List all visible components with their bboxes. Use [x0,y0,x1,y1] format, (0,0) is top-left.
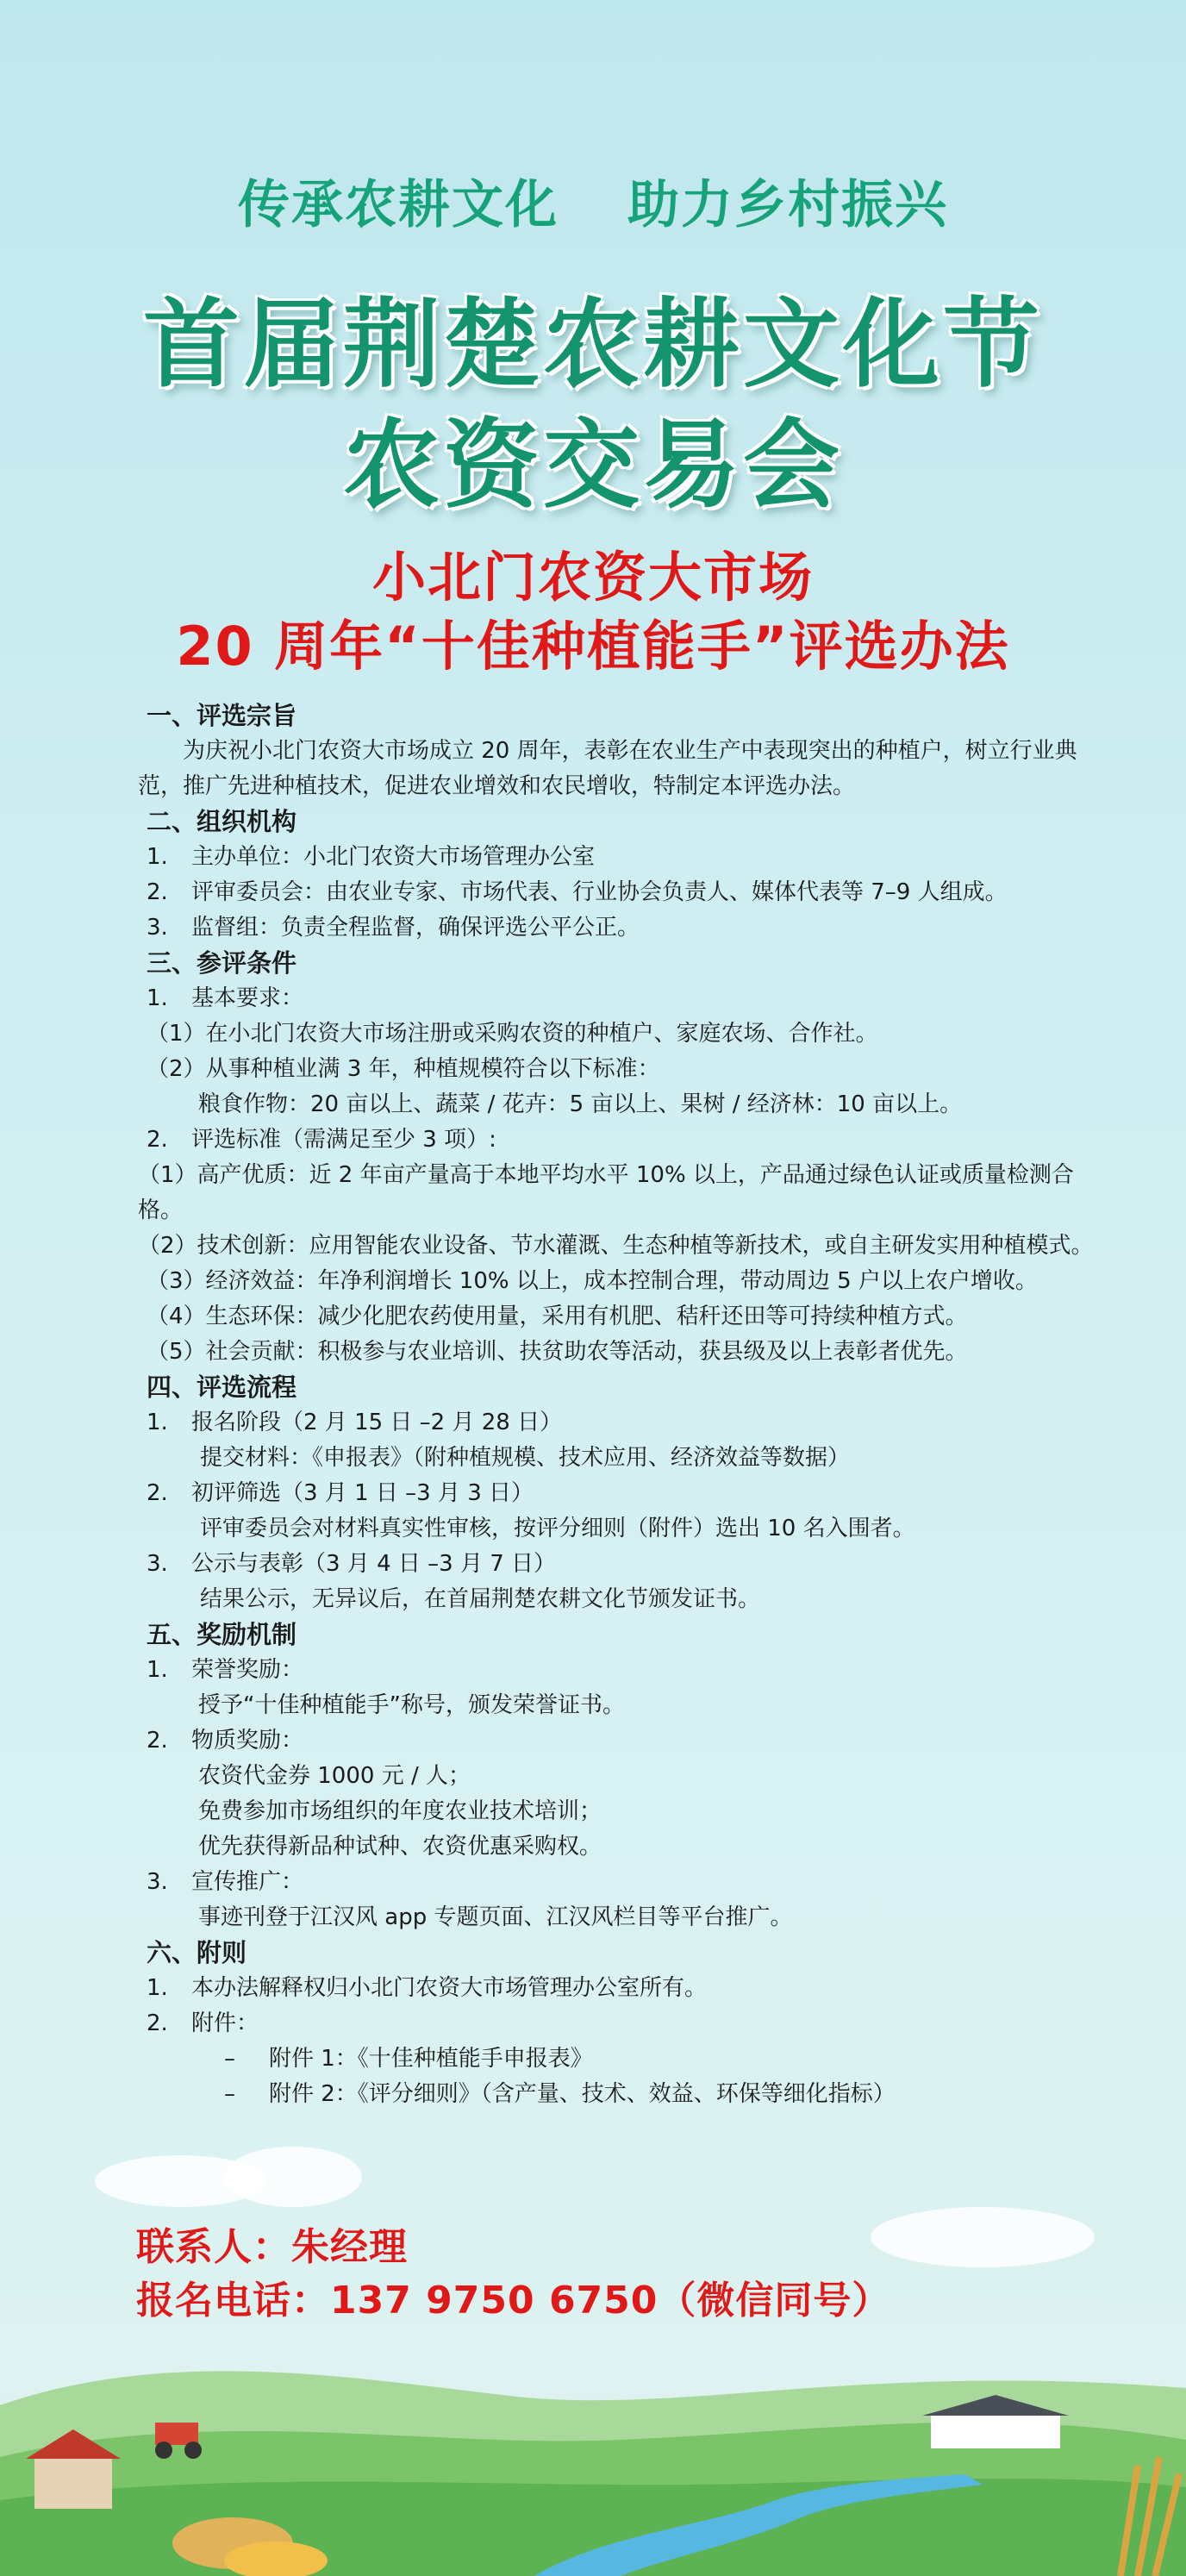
farmhouse-wall [931,2414,1060,2448]
item-number: 1. [147,844,168,870]
standard-item: （2）技术创新：应用智能农业设备、节水灌溉、生态种植等新技术，或自主研发实用种植模式。 [138,1233,1094,1259]
item-text: 监督组：负责全程监督，确保评选公平公正。 [191,915,640,941]
list-item [138,1476,1095,1511]
item-detail: 优先获得新品种试种、农资优惠采购权。 [198,1834,602,1860]
item-text: 宣传推广： [191,1869,304,1895]
attachment-item [138,2041,1095,2077]
cloud [224,2147,362,2207]
attachment-text: 附件 1：《十佳种植能手申报表》 [269,2046,593,2072]
section-heading: 三、参评条件 [147,948,297,978]
list-item [138,2006,1095,2041]
farm-landscape-illustration [0,2328,1186,2576]
item-detail: 提交材料：《申报表》（附种植规模、技术应用、经济效益等数据） [200,1445,851,1471]
item-text: 本办法解释权归小北门农资大市场管理办公室所有。 [191,1975,708,2001]
list-item [138,1723,1095,1759]
section-heading: 六、附则 [147,1938,247,1967]
item-detail: 事迹刊登于江汉风 app 专题页面、江汉风栏目等平台推广。 [198,1904,793,1930]
item-detail: 结果公示，无异议后，在首届荆楚农耕文化节颁发证书。 [200,1586,761,1612]
slogan [0,164,1186,238]
list-item [138,1122,1095,1158]
item-text: 公示与表彰（3 月 4 日 –3 月 7 日） [191,1551,557,1577]
dash-bullet: – [224,2046,235,2072]
item-detail: 免费参加市场组织的年度农业技术培训； [198,1798,602,1824]
item-text: 初评筛选（3 月 1 日 –3 月 3 日） [191,1480,534,1506]
list-item [138,910,1095,946]
contact-phone: 报名电话：137 9750 6750（微信同号） [136,2279,891,2323]
standard-item: （4）生态环保：减少化肥农药使用量，采用有机肥、秸秆还田等可持续种植方式。 [147,1304,968,1329]
subtitle-line1: 小北门农资大市场 [371,546,814,609]
item-text: 荣誉奖励： [191,1657,304,1683]
item-number: 1. [147,1657,168,1683]
subtitle-line2: 20 周年“十佳种植能手”评选办法 [176,615,1010,678]
item-number: 3. [147,1551,168,1577]
tractor-wheel [184,2442,202,2459]
requirement-item: （1）在小北门农资大市场注册或采购农资的种植户、家庭农场、合作社。 [147,1021,878,1047]
section-heading: 一、评选宗旨 [147,701,297,730]
slogan-left: 传承农耕文化 [238,175,559,235]
dash-bullet: – [224,2081,235,2107]
attachment-item [138,2077,1095,2112]
item-text: 物质奖励： [191,1728,304,1754]
list-item [138,1971,1095,2006]
section-heading: 四、评选流程 [147,1372,297,1402]
standard-item: （3）经济效益：年净利润增长 10% 以上，成本控制合理，带动周边 5 户以上农户增收。 [147,1268,1038,1294]
item-number: 3. [147,1869,168,1895]
item-detail: 农资代金券 1000 元 / 人； [198,1763,471,1789]
list-item [138,840,1095,875]
item-text: 评审委员会：由农业专家、市场代表、行业协会负责人、媒体代表等 7–9 人组成。 [191,879,1008,905]
item-number: 3. [147,915,168,941]
item-text: 基本要求： [191,985,304,1011]
rules-content [138,698,1095,2112]
item-number: 1. [147,1410,168,1435]
main-title-line2: 农资交易会 [343,410,843,522]
standard-item: （5）社会贡献：积极参与农业培训、扶贫助农等活动，获县级及以上表彰者优先。 [147,1339,968,1365]
item-text: 主办单位：小北门农资大市场管理办公室 [191,844,596,870]
list-item [138,981,1095,1016]
barn [34,2457,112,2509]
slogan-right: 助力乡村振兴 [627,175,948,235]
main-title-line1: 首届荆楚农耕文化节 [143,289,1043,401]
item-number: 2. [147,1480,168,1506]
section-heading: 二、组织机构 [147,807,297,836]
list-item [138,1547,1095,1582]
item-number: 2. [147,879,168,905]
attachment-text: 附件 2：《评分细则》（含产量、技术、效益、环保等细化指标） [269,2081,896,2107]
list-item [138,1653,1095,1688]
item-text: 评选标准（需满足至少 3 项）: [191,1127,496,1153]
section-heading: 五、奖励机制 [147,1620,297,1649]
requirement-item: （2）从事种植业满 3 年，种植规模符合以下标准： [147,1056,660,1082]
item-number: 2. [147,2010,168,2036]
item-detail: 评审委员会对材料真实性审核，按评分细则（附件）选出 10 名入围者。 [200,1516,915,1541]
contact-person: 联系人：朱经理 [136,2225,408,2269]
standard-item: （1）高产优质：近 2 年亩产量高于本地平均水平 10% 以上，产品通过绿色认证或质量检测合格。 [138,1162,1074,1223]
requirement-detail: 粮食作物：20 亩以上、蔬菜 / 花卉：5 亩以上、果树 / 经济林：10 亩以上。 [198,1091,963,1117]
tractor-body [155,2423,198,2445]
item-detail: 授予“十佳种植能手”称号，颁发荣誉证书。 [198,1692,625,1718]
tractor-wheel [155,2442,172,2459]
item-text: 报名阶段（2 月 15 日 –2 月 28 日） [191,1410,563,1435]
section-body: 为庆祝小北门农资大市场成立 20 周年，表彰在农业生产中表现突出的种植户，树立行业典范，推广先进种植技术，促进农业增效和农民增收，特制定本评选办法。 [138,738,1077,799]
item-number: 2. [147,1728,168,1754]
list-item [138,1865,1095,1900]
item-number: 1. [147,985,168,1011]
cloud [871,2207,1095,2267]
item-text: 附件： [191,2010,259,2036]
list-item [138,1405,1095,1441]
list-item [138,875,1095,910]
item-number: 1. [147,1975,168,2001]
item-number: 2. [147,1127,168,1153]
